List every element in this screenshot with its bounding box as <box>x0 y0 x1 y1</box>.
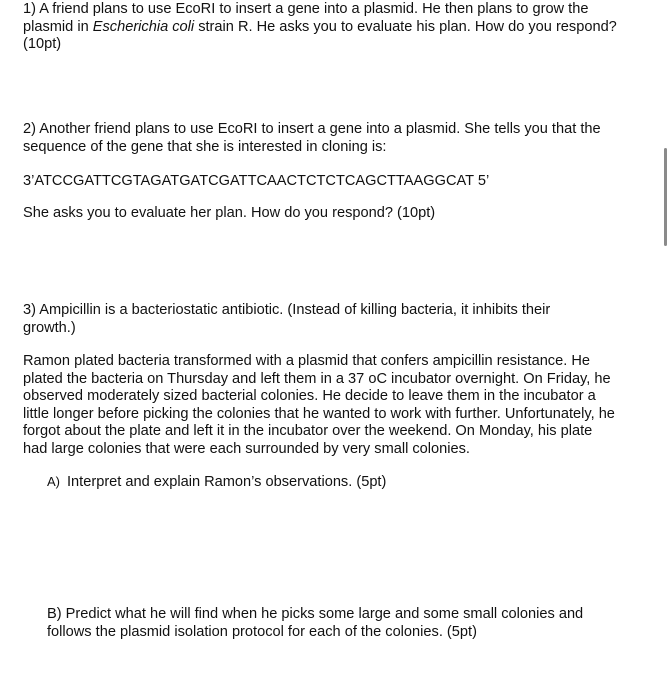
vertical-scrollbar[interactable] <box>664 148 667 246</box>
question-1-text-a: 1) A friend plans to use EcoRI to insert a gene into a plasmid. He then plans to grow the plasmid in <box>23 1 589 35</box>
part-a-label: A) <box>47 474 60 489</box>
question-2-sequence: 3’ATCCGATTCGTAGATGATCGATTCAACTCTCTCAGCTTAAGGCAT 5’ <box>23 173 490 189</box>
question-3-part-a <box>47 473 627 492</box>
question-1-organism: Escherichia coli <box>92 18 195 35</box>
part-a-text: Interpret and explain Ramon’s observations. (5pt) <box>67 474 387 490</box>
question-2-ask: She asks you to evaluate her plan. How do you respond? (10pt) <box>23 205 436 221</box>
question-1 <box>23 1 623 54</box>
question-3-intro: 3) Ampicillin is a bacteriostatic antibiotic. (Instead of killing bacteria, it inhibits their growth.) <box>23 302 551 336</box>
question-1-text-b: strain R. He asks you to evaluate his plan. How do you respond? (10pt) <box>23 18 617 53</box>
question-2-intro: 2) Another friend plans to use EcoRI to insert a gene into a plasmid. She tells you that the sequence of the gene that she is interested in cloning is: <box>23 121 601 155</box>
question-3-story: Ramon plated bacteria transformed with a plasmid that confers ampicillin resistance. He plated the bacteria on Thursday and left them in a 37 oC incubator overnight. On Friday, he observed moderately sized bacterial colonies. He decide to leave them in the incubator a little longer before picking the colonies that he wanted to work with further. Unfortunately, he forgot about the plate and left it in the incubator over the weekend. On Monday, his plate had large colonies that were each surrounded by very small colonies. <box>23 353 615 457</box>
question-3-part-b: B) Predict what he will find when he picks some large and some small colonies and follows the plasmid isolation protocol for each of the colonies. (5pt) <box>47 606 584 640</box>
